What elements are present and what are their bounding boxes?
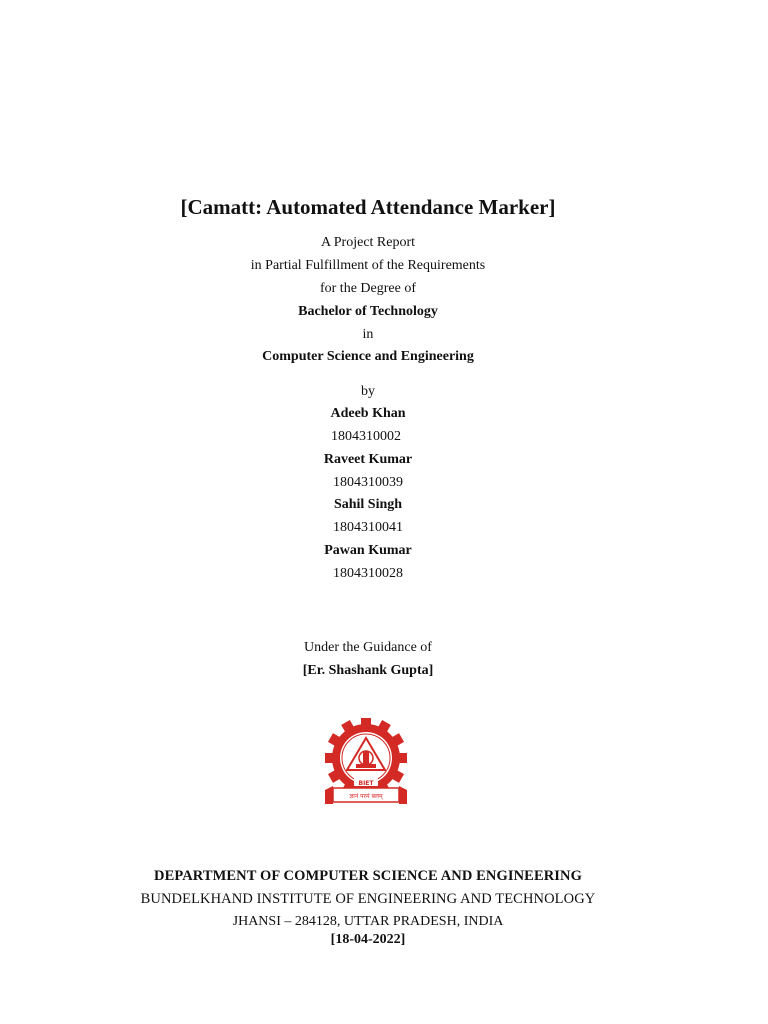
report-date: [18-04-2022] [330,932,406,947]
degree-name: Bachelor of Technology [298,304,438,319]
student-roll: 1804310028 [333,566,403,581]
institute-name: BUNDELKHAND INSTITUTE OF ENGINEERING AND TECHNOLOGY [140,891,596,907]
emblem-text: BIET [358,780,374,787]
student-roll: 1804310039 [333,475,403,490]
institute-emblem-icon [319,718,415,810]
student-roll: 1804310002 [331,429,401,444]
report-title: [Camatt: Automated Attendance Marker] [180,195,556,219]
guidance-label: Under the Guidance of [304,640,432,655]
branch-name: Computer Science and Engineering [262,349,474,364]
student-roll: 1804310041 [333,520,403,535]
intro-line-1: A Project Report [320,235,416,250]
in-word: in [362,327,374,342]
intro-line-3: for the Degree of [319,281,416,296]
institute-address: JHANSI – 284128, UTTAR PRADESH, INDIA [232,914,504,929]
student-name: Sahil Singh [333,497,403,512]
student-name: Pawan Kumar [324,543,412,558]
department-name: DEPARTMENT OF COMPUTER SCIENCE AND ENGINEERING [154,868,582,884]
emblem-motto: ज्ञानं परमं बलम् [349,793,383,800]
student-name: Adeeb Khan [330,406,406,421]
student-name: Raveet Kumar [323,452,413,467]
intro-line-2: in Partial Fulfillment of the Requirements [250,258,486,273]
guide-name: [Er. Shashank Gupta] [302,663,434,678]
by-word: by [361,384,375,399]
